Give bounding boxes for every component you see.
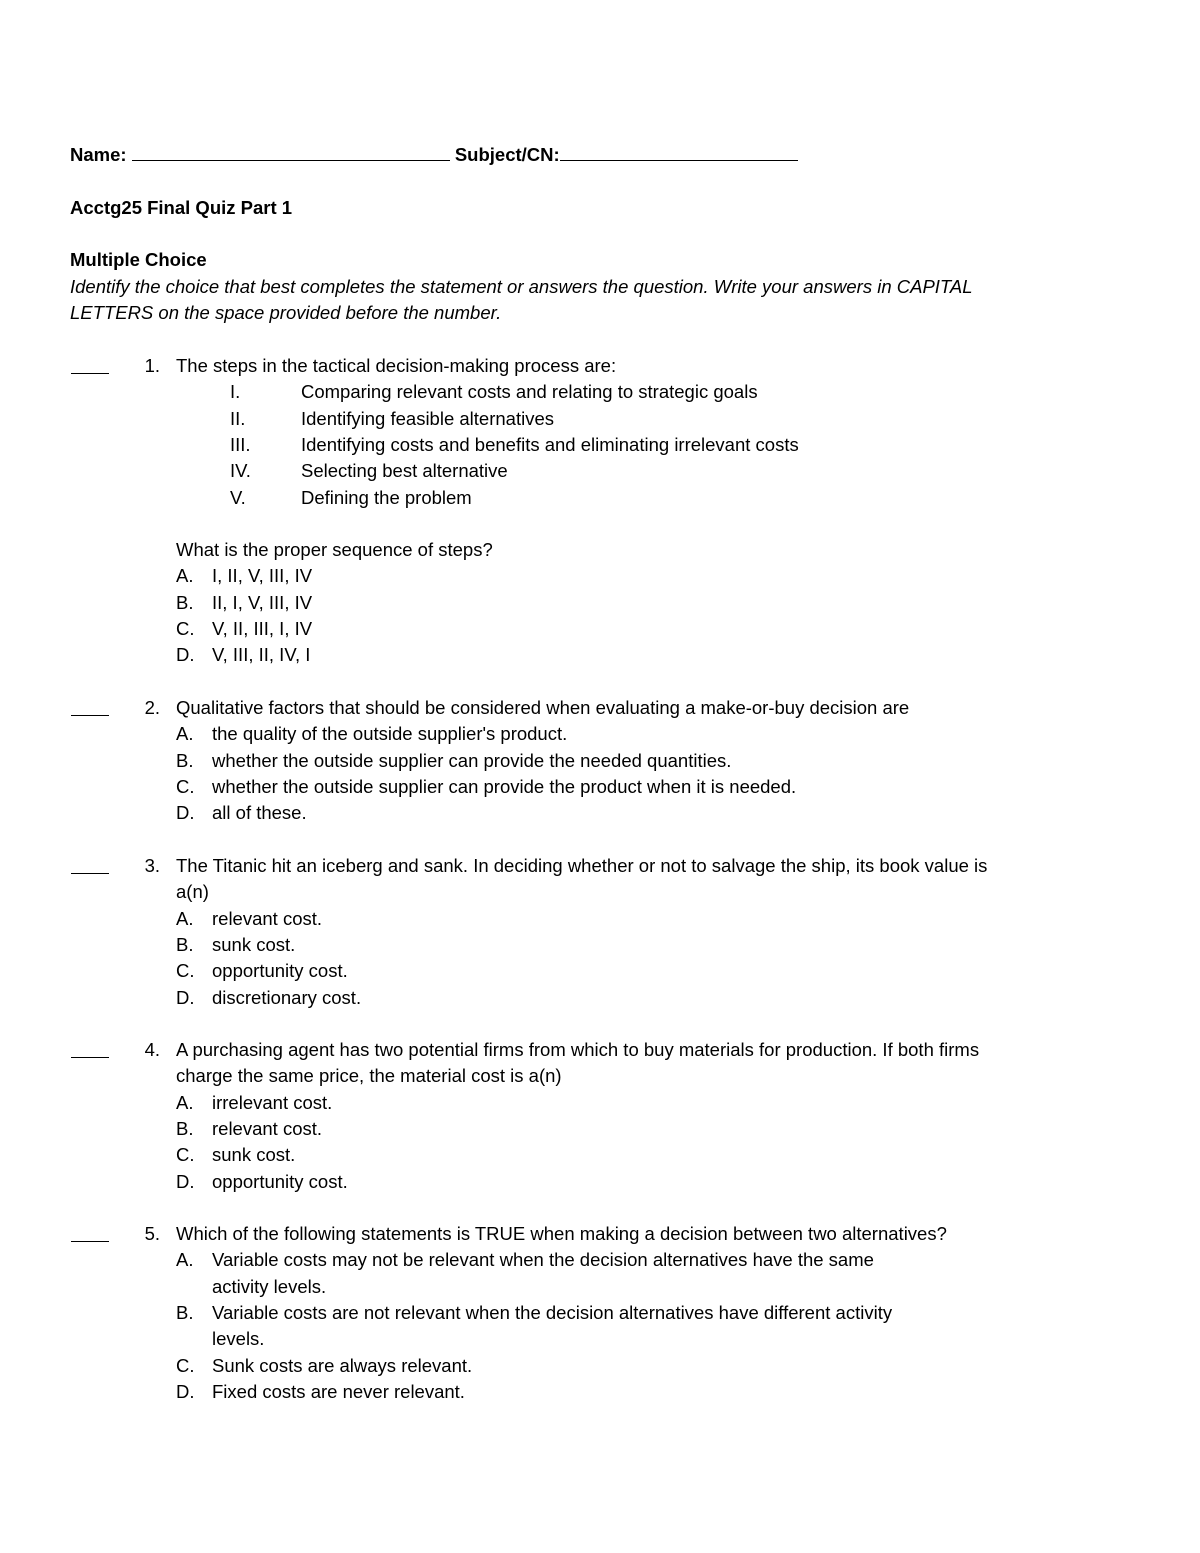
instructions-line-1: Identify the choice that best completes the statement or answers the question. Write your answers in CAPITAL	[70, 276, 973, 297]
step-numeral: I.	[230, 381, 241, 403]
question-stem: The steps in the tactical decision-making process are:	[176, 355, 617, 376]
choice-text: whether the outside supplier can provide the product when it is needed.	[212, 775, 797, 797]
choice-text: V, III, II, IV, I	[212, 644, 311, 666]
choice-letter: D.	[176, 644, 195, 666]
question-number: 2.	[144, 697, 160, 718]
choice-letter: A.	[176, 1091, 194, 1113]
subject-blank[interactable]	[560, 142, 798, 161]
answer-blank[interactable]	[71, 715, 109, 716]
step-text: Identifying costs and benefits and eliminating irrelevant costs	[301, 433, 799, 455]
quiz-title: Acctg25 Final Quiz Part 1	[70, 197, 293, 218]
choice-letter: C.	[176, 960, 195, 982]
choice-letter: D.	[176, 802, 195, 824]
choice-text: V, II, III, I, IV	[212, 618, 313, 639]
step-numeral: IV.	[230, 460, 251, 482]
step-numeral: III.	[230, 433, 251, 455]
choice-letter: A.	[176, 723, 194, 745]
section-heading: Multiple Choice	[70, 249, 207, 270]
step-text: Identifying feasible alternatives	[301, 407, 554, 429]
step-numeral: II.	[230, 407, 246, 429]
question-stem: The Titanic hit an iceberg and sank. In deciding whether or not to salvage the ship, its book value is	[176, 855, 988, 876]
choice-letter: D.	[176, 1380, 195, 1402]
answer-blank[interactable]	[71, 873, 109, 874]
step-text: Selecting best alternative	[301, 460, 508, 482]
sub-question: What is the proper sequence of steps?	[176, 539, 493, 561]
answer-blank[interactable]	[71, 373, 109, 374]
choice-letter: B.	[176, 933, 194, 955]
choice-text: sunk cost.	[212, 933, 296, 955]
step-text: Comparing relevant costs and relating to strategic goals	[301, 381, 758, 403]
question-stem: charge the same price, the material cost is a(n)	[176, 1065, 562, 1087]
choice-text: discretionary cost.	[212, 986, 362, 1008]
choice-letter: B.	[176, 749, 194, 771]
choice-letter: B.	[176, 1301, 194, 1323]
choice-text: irrelevant cost.	[212, 1091, 333, 1113]
choice-text: the quality of the outside supplier's product.	[212, 723, 568, 745]
choice-letter: C.	[176, 775, 195, 797]
question-stem: A purchasing agent has two potential firms from which to buy materials for production. If both firms	[176, 1039, 980, 1060]
choice-letter: C.	[176, 618, 195, 639]
answer-blank[interactable]	[71, 1241, 109, 1242]
name-line	[70, 142, 798, 168]
choice-text: Fixed costs are never relevant.	[212, 1380, 465, 1402]
instructions-line-2: LETTERS on the space provided before the number.	[70, 302, 502, 323]
choice-letter: A.	[176, 1249, 194, 1271]
name-blank[interactable]	[132, 142, 450, 161]
choice-letter: A.	[176, 565, 194, 587]
choice-text: whether the outside supplier can provide the needed quantities.	[212, 749, 732, 771]
choice-text: opportunity cost.	[212, 1170, 348, 1192]
answer-blank[interactable]	[71, 1057, 109, 1058]
choice-text: Variable costs may not be relevant when the decision alternatives have the same	[212, 1249, 874, 1271]
choice-text: relevant cost.	[212, 907, 323, 929]
subject-label: Subject/CN:	[454, 144, 560, 165]
question-number: 4.	[144, 1039, 160, 1060]
question-stem: Qualitative factors that should be considered when evaluating a make-or-buy decision are	[176, 697, 910, 718]
choice-text: opportunity cost.	[212, 960, 348, 982]
choice-text: Variable costs are not relevant when the decision alternatives have different activity	[212, 1301, 893, 1323]
choice-letter: C.	[176, 1354, 195, 1376]
choice-letter: C.	[176, 1144, 195, 1166]
choice-letter: B.	[176, 1117, 194, 1139]
choice-letter: A.	[176, 907, 194, 929]
choice-text: all of these.	[212, 802, 307, 824]
choice-text: sunk cost.	[212, 1144, 296, 1166]
name-label: Name:	[70, 144, 127, 165]
choice-letter: B.	[176, 591, 194, 613]
choice-text: I, II, V, III, IV	[212, 565, 313, 587]
question-number: 1.	[144, 355, 160, 376]
choice-text: levels.	[212, 1328, 265, 1350]
question-stem: Which of the following statements is TRUE when making a decision between two alternatives?	[176, 1223, 947, 1244]
step-numeral: V.	[230, 486, 246, 508]
choice-text: activity levels.	[212, 1275, 327, 1297]
question-number: 5.	[144, 1223, 160, 1244]
question-stem: a(n)	[176, 881, 209, 903]
step-text: Defining the problem	[301, 486, 472, 508]
choice-text: relevant cost.	[212, 1117, 323, 1139]
question-number: 3.	[144, 855, 160, 876]
choice-letter: D.	[176, 1170, 195, 1192]
choice-text: II, I, V, III, IV	[212, 591, 313, 613]
choice-letter: D.	[176, 986, 195, 1008]
choice-text: Sunk costs are always relevant.	[212, 1354, 473, 1376]
